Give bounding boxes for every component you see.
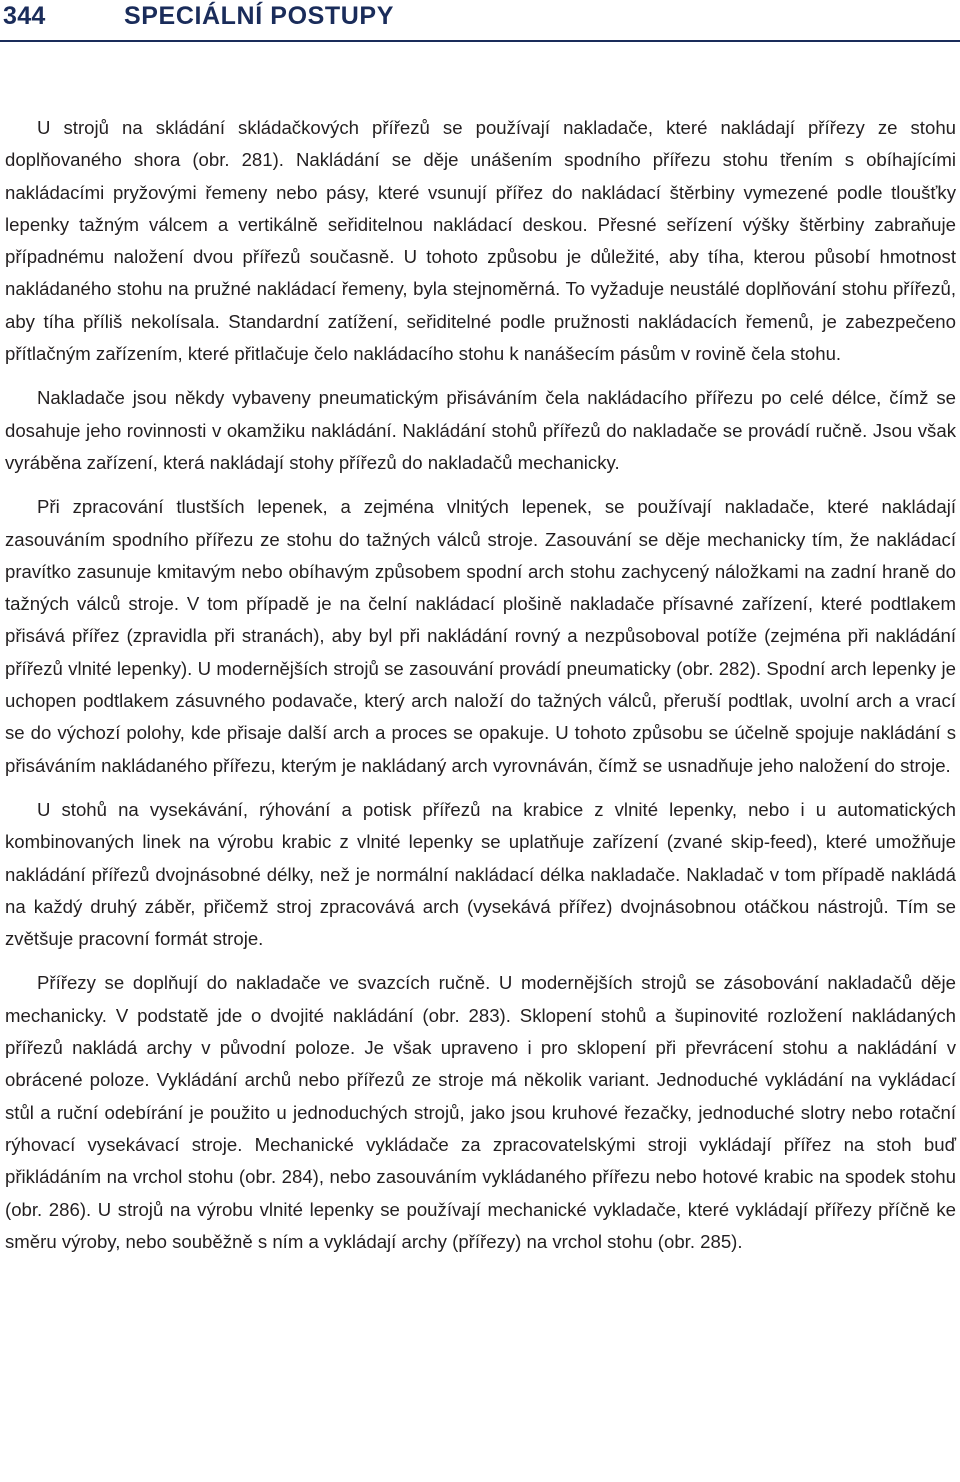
- paragraph-4: U stohů na vysekávání, rýhování a potisk přířezů na krabice z vlnité lepenky, nebo i u automatických kombinovaných linek na výrobu krabic z vlnité lepenky se uplatňuje zařízení (zvané skip-feed), které umožňuje nakládání přířezů dvojnásobné délky, než je normální nakládací délka nakladače. Nakladač v tom případě nakládá na každý druhý záběr, přičemž stroj zpracovává arch (vysekává přířez) dvojnásobnou otáčkou nástrojů. Tím se zvětšuje pracovní formát stroje.: [5, 798, 956, 950]
- paragraph-3: Při zpracování tlustších lepenek, a zejména vlnitých lepenek, se používají nakladače, které nakládají zasouváním spodního přířezu ze stohu do tažných válců stroje. Zasouvání se děje mechanicky tím, že nakládací pravítko zasunuje kmitavým nebo obíhavým způsobem spodní arch stohu zachycený náložkami na zadní hraně do tažných válců stroje. V tom případě je na čelní nakládací plošině nakladače přísavné zařízení, které podtlakem přisává přířez (zpravidla při stranách), aby byl při nakládání rovný a nezpůsoboval potíže (zejména při nakládání přířezů vlnité lepenky). U modernějších strojů se zasouvání provádí pneumaticky (obr. 282). Spodní arch lepenky je uchopen podtlakem zásuvného podavače, který arch naloží do tažných válců, přeruší podtlak, uvolní arch a vrací se do výchozí polohy, kde přisaje další arch a proces se opakuje. U tohoto způsobu se účelně spojuje nakládání s přisáváním nakládaného přířezu, kterým je nakládaný arch vyrovnáván, čímž se usnadňuje jeho naložení do stroje.: [5, 496, 956, 776]
- paragraph-1: U strojů na skládání skládačkových přířezů se používají nakladače, které nakládají přířezy ze stohu doplňovaného shora (obr. 281). Nakládání se děje unášením spodního přířezu stohu třením s obíhajícími nakládacími pryžovými řemeny nebo pásy, které vsunují přířez do nakládací štěrbiny vymezené podle tloušťky lepenky tažným válcem a vertikálně seřiditelnou nakládací deskou. Přesné seřízení výšky štěrbiny zabraňuje případnému naložení dvou přířezů současně. U tohoto způsobu je důležité, aby tíha, kterou působí hmotnost nakládaného stohu na pružné nakládací řemeny, byla stejnoměrná. To vyžaduje neustálé doplňování stohu přířezů, aby tíha příliš nekolísala. Standardní zatížení, seřiditelné podle pružnosti nakládacích řemenů, je zabezpečeno přítlačným zařízením, které přitlačuje čelo nakládacího stohu k nanášecím pásům v rovině čela stohu.: [5, 117, 956, 365]
- section-title: SPECIÁLNÍ POSTUPY: [124, 2, 394, 30]
- body-text: [5, 112, 956, 1270]
- page-number: 344: [3, 2, 46, 30]
- page-header: [0, 0, 960, 40]
- header-rule: [0, 40, 960, 42]
- paragraph-2: Nakladače jsou někdy vybaveny pneumatickým přisáváním čela nakládacího přířezu po celé délce, čímž se dosahuje jeho rovinnosti v okamžiku nakládání. Nakládání stohů přířezů do nakladače se provádí ručně. Jsou však vyráběna zařízení, která nakládají stohy přířezů do nakladačů mechanicky.: [5, 387, 956, 473]
- paragraph-5: Přířezy se doplňují do nakladače ve svazcích ručně. U modernějších strojů se zásobování nakladačů děje mechanicky. V podstatě jde o dvojité nakládání (obr. 283). Sklopení stohů a šupinovité rozložení nakládaných přířezů nakládá archy v původní poloze. Je však upraveno i pro sklopení při převrácení stohu a nakládání v obrácené poloze. Vykládání archů nebo přířezů ze stroje má několik variant. Jednoduché vykládání na vykládací stůl a ruční odebírání je použito u jednoduchých strojů, jako jsou kruhové řezačky, jednoduché slotry nebo rotační rýhovací vysekávací stroje. Mechanické vykládače za zpracovatelskými stroji vykládají přířez na stoh buď přikládáním na vrchol stohu (obr. 284), nebo zasouváním vykládaného přířezu nebo hotové krabic na spodek stohu (obr. 286). U strojů na výrobu vlnité lepenky se používají mechanické vykladače, které vykládají přířezy příčně ke směru výroby, nebo souběžně s ním a vykládají archy (přířezy) na vrchol stohu (obr. 285).: [5, 972, 956, 1252]
